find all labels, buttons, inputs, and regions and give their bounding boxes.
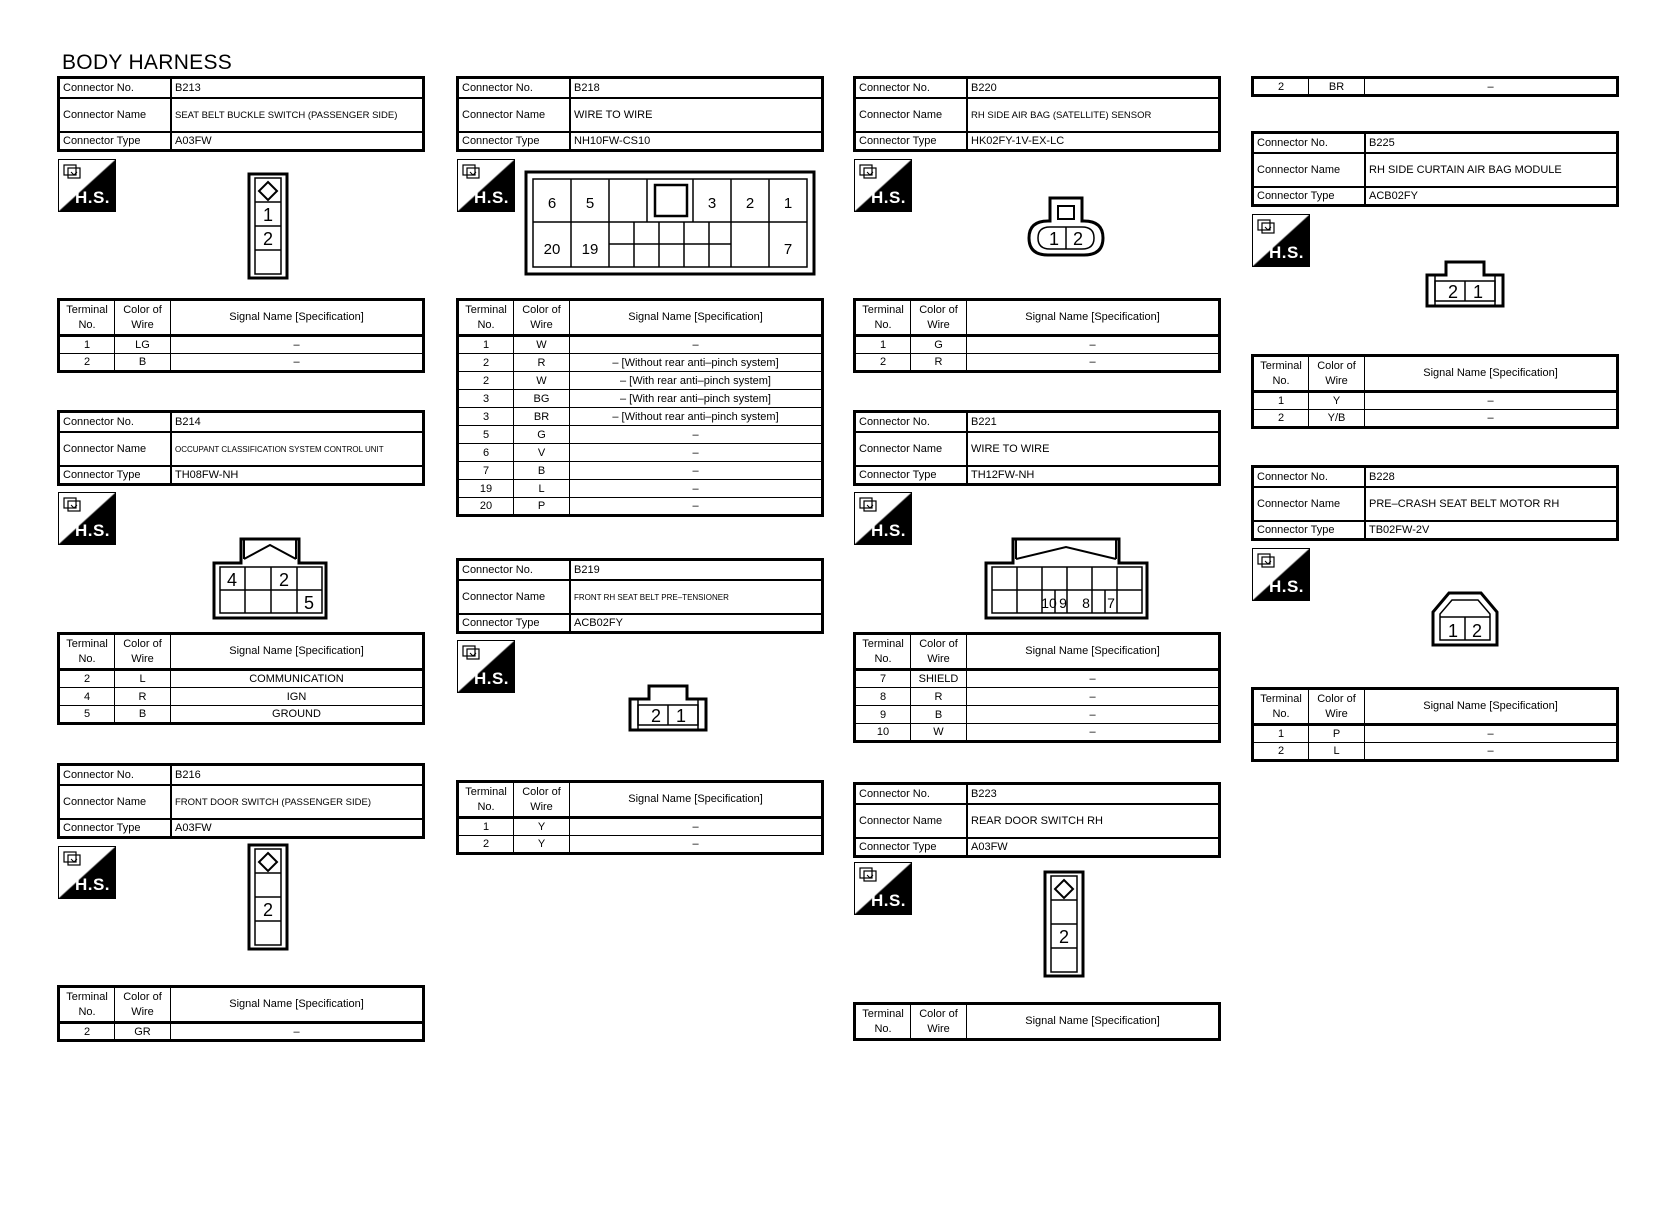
signal-header: Signal Name [Specification]: [967, 1004, 1220, 1040]
connector-no-label: Connector No.: [459, 79, 571, 97]
harness-side-icon: [457, 640, 515, 693]
terminal-header: Terminal No.: [1253, 356, 1309, 392]
terminal-header: Terminal No.: [855, 1004, 911, 1040]
table-row: [59, 354, 424, 372]
pin-label: 2: [262, 900, 274, 920]
connector-no-label: Connector No.: [60, 79, 172, 97]
table-row: [458, 390, 823, 408]
hs-label: H.S.: [870, 891, 906, 910]
signal-cell: IGN: [171, 688, 424, 706]
terminal-cell: 2: [458, 372, 514, 390]
connector-face-b213: [247, 172, 291, 282]
terminal-table-b218: [456, 298, 824, 517]
color-cell: R: [911, 688, 967, 706]
connector-name-label: Connector Name: [60, 99, 172, 131]
connector-b220: [853, 76, 1221, 152]
terminal-cell: 1: [458, 818, 514, 836]
pin-label: 1: [675, 706, 687, 726]
hs-label: H.S.: [74, 875, 110, 894]
table-row: [855, 336, 1220, 354]
connector-face-b220: [1026, 195, 1106, 257]
pin-label: 4: [226, 570, 238, 590]
hs-label: H.S.: [473, 669, 509, 688]
terminal-cell: 2: [1253, 78, 1309, 96]
connector-type-label: Connector Type: [856, 839, 968, 855]
color-cell: B: [514, 462, 570, 480]
pin-label: 20: [543, 241, 561, 258]
signal-cell: –: [570, 836, 823, 854]
connector-name-value: PRE–CRASH SEAT BELT MOTOR RH: [1369, 498, 1560, 510]
table-row: [59, 670, 424, 688]
color-header: Color of Wire: [1309, 689, 1365, 725]
pin-label: 5: [303, 593, 315, 613]
terminal-cell: 2: [1253, 410, 1309, 428]
terminal-cell: 1: [458, 336, 514, 354]
connector-name-value: RH SIDE AIR BAG (SATELLITE) SENSOR: [971, 109, 1152, 121]
connector-type-label: Connector Type: [1254, 522, 1366, 538]
connector-type-value: A03FW: [175, 822, 212, 834]
signal-cell: –: [1365, 410, 1618, 428]
signal-header: Signal Name [Specification]: [1365, 689, 1618, 725]
table-row: [855, 670, 1220, 688]
connector-face-b221: [983, 535, 1151, 621]
table-row: [855, 706, 1220, 724]
hs-label: H.S.: [74, 188, 110, 207]
connector-no-label: Connector No.: [459, 561, 571, 579]
connector-name-value: OCCUPANT CLASSIFICATION SYSTEM CONTROL UNIT: [175, 444, 384, 454]
connector-face-b218: [524, 170, 818, 276]
table-row: [855, 354, 1220, 372]
harness-side-icon: [457, 159, 515, 212]
color-header: Color of Wire: [514, 300, 570, 336]
connector-type-value: NH10FW-CS10: [574, 135, 651, 147]
connector-b221: [853, 410, 1221, 486]
terminal-cell: 3: [458, 390, 514, 408]
table-row: [59, 706, 424, 724]
color-header: Color of Wire: [115, 300, 171, 336]
pin-label: 2: [1471, 621, 1483, 641]
connector-no-value: B220: [971, 82, 997, 94]
color-cell: W: [514, 372, 570, 390]
table-row: [458, 818, 823, 836]
terminal-table-b228: [1251, 687, 1619, 762]
color-cell: P: [1309, 725, 1365, 743]
table-row: [855, 688, 1220, 706]
color-cell: P: [514, 498, 570, 516]
terminal-table-b213: [57, 298, 425, 373]
pin-label: 5: [585, 195, 595, 212]
table-row: [1253, 392, 1618, 410]
pin-label: 10: [1041, 595, 1057, 611]
color-cell: BG: [514, 390, 570, 408]
connector-no-value: B228: [1369, 471, 1395, 483]
pin-label: 2: [1447, 282, 1459, 302]
page-title: BODY HARNESS: [62, 51, 233, 74]
signal-cell: –: [570, 480, 823, 498]
signal-cell: – [With rear anti–pinch system]: [570, 390, 823, 408]
terminal-cell: 2: [59, 1023, 115, 1041]
pin-label: 1: [262, 205, 274, 225]
signal-header: Signal Name [Specification]: [1365, 356, 1618, 392]
signal-cell: –: [570, 498, 823, 516]
connector-b216: [57, 763, 425, 839]
color-cell: GR: [115, 1023, 171, 1041]
signal-cell: –: [1365, 743, 1618, 761]
harness-side-icon: [58, 846, 116, 899]
color-header: Color of Wire: [1309, 356, 1365, 392]
hs-label: H.S.: [473, 188, 509, 207]
signal-header: Signal Name [Specification]: [967, 634, 1220, 670]
signal-header: Signal Name [Specification]: [171, 300, 424, 336]
signal-cell: – [With rear anti–pinch system]: [570, 372, 823, 390]
terminal-header: Terminal No.: [458, 300, 514, 336]
terminal-header: Terminal No.: [855, 634, 911, 670]
signal-header: Signal Name [Specification]: [171, 987, 424, 1023]
terminal-cell: 8: [855, 688, 911, 706]
pin-label: 2: [745, 195, 755, 212]
connector-type-label: Connector Type: [1254, 188, 1366, 204]
connector-name-value: RH SIDE CURTAIN AIR BAG MODULE: [1369, 164, 1562, 176]
table-row: [59, 688, 424, 706]
color-cell: L: [115, 670, 171, 688]
pin-label: 2: [650, 706, 662, 726]
color-cell: Y/B: [1309, 410, 1365, 428]
color-cell: L: [1309, 743, 1365, 761]
terminal-cell: 5: [458, 426, 514, 444]
signal-cell: GROUND: [171, 706, 424, 724]
connector-face-b228: [1430, 590, 1500, 648]
connector-no-label: Connector No.: [1254, 468, 1366, 486]
table-row: [458, 426, 823, 444]
connector-name-value: FRONT RH SEAT BELT PRE–TENSIONER: [574, 592, 729, 602]
connector-name-value: WIRE TO WIRE: [971, 443, 1050, 455]
connector-name-label: Connector Name: [459, 581, 571, 613]
signal-cell: –: [967, 706, 1220, 724]
signal-cell: –: [570, 336, 823, 354]
color-header: Color of Wire: [911, 634, 967, 670]
signal-cell: –: [1365, 725, 1618, 743]
signal-cell: –: [570, 462, 823, 480]
pin-label: 1: [1472, 282, 1484, 302]
color-cell: B: [115, 706, 171, 724]
color-cell: G: [514, 426, 570, 444]
continued-table: [1251, 76, 1619, 97]
table-row: [59, 1023, 424, 1041]
terminal-cell: 1: [855, 336, 911, 354]
harness-side-icon: [1252, 214, 1310, 267]
color-cell: BR: [1309, 78, 1365, 96]
color-cell: Y: [514, 818, 570, 836]
connector-type-label: Connector Type: [60, 467, 172, 483]
connector-type-label: Connector Type: [856, 133, 968, 149]
connector-no-value: B216: [175, 769, 201, 781]
table-row: [1253, 78, 1618, 96]
signal-cell: –: [570, 444, 823, 462]
terminal-cell: 1: [1253, 725, 1309, 743]
hs-label: H.S.: [870, 521, 906, 540]
connector-name-label: Connector Name: [1254, 488, 1366, 520]
color-header: Color of Wire: [115, 634, 171, 670]
color-cell: Y: [514, 836, 570, 854]
connector-no-value: B221: [971, 416, 997, 428]
terminal-table-b221: [853, 632, 1221, 743]
terminal-cell: 6: [458, 444, 514, 462]
connector-no-label: Connector No.: [60, 766, 172, 784]
color-cell: SHIELD: [911, 670, 967, 688]
connector-name-label: Connector Name: [459, 99, 571, 131]
color-cell: R: [115, 688, 171, 706]
color-header: Color of Wire: [115, 987, 171, 1023]
connector-face-b214: [211, 535, 331, 621]
connector-no-label: Connector No.: [856, 413, 968, 431]
signal-cell: –: [570, 426, 823, 444]
pin-label: 1: [1048, 229, 1060, 249]
color-cell: LG: [115, 336, 171, 354]
color-header: Color of Wire: [514, 782, 570, 818]
terminal-header: Terminal No.: [1253, 689, 1309, 725]
connector-type-value: TH08FW-NH: [175, 469, 239, 481]
pin-label: 1: [783, 195, 793, 212]
table-row: [855, 724, 1220, 742]
harness-side-icon: [854, 159, 912, 212]
hs-label: H.S.: [1268, 243, 1304, 262]
color-cell: R: [911, 354, 967, 372]
terminal-table-b214: [57, 632, 425, 725]
terminal-table-b216: [57, 985, 425, 1042]
table-row: [458, 336, 823, 354]
connector-name-label: Connector Name: [60, 433, 172, 465]
table-row: [1253, 725, 1618, 743]
harness-side-icon: [854, 492, 912, 545]
connector-no-value: B214: [175, 416, 201, 428]
connector-type-value: A03FW: [175, 135, 212, 147]
pin-label: 9: [1059, 595, 1067, 611]
connector-no-label: Connector No.: [1254, 134, 1366, 152]
harness-side-icon: [58, 159, 116, 212]
hs-label: H.S.: [870, 188, 906, 207]
connector-b225: [1251, 131, 1619, 207]
color-cell: R: [514, 354, 570, 372]
signal-cell: COMMUNICATION: [171, 670, 424, 688]
signal-cell: –: [570, 818, 823, 836]
signal-header: Signal Name [Specification]: [967, 300, 1220, 336]
table-row: [458, 444, 823, 462]
terminal-table-b219: [456, 780, 824, 855]
terminal-cell: 7: [458, 462, 514, 480]
connector-b219: [456, 558, 824, 634]
table-row: [59, 336, 424, 354]
hs-label: H.S.: [74, 521, 110, 540]
connector-face-b223: [1043, 870, 1087, 980]
terminal-cell: 1: [59, 336, 115, 354]
connector-name-label: Connector Name: [856, 433, 968, 465]
terminal-cell: 1: [1253, 392, 1309, 410]
color-cell: Y: [1309, 392, 1365, 410]
connector-b223: [853, 782, 1221, 858]
terminal-cell: 4: [59, 688, 115, 706]
color-cell: L: [514, 480, 570, 498]
terminal-cell: 2: [59, 354, 115, 372]
connector-no-label: Connector No.: [60, 413, 172, 431]
connector-face-b219: [627, 683, 709, 733]
pin-label: 1: [1447, 621, 1459, 641]
connector-b214: [57, 410, 425, 486]
connector-no-label: Connector No.: [856, 785, 968, 803]
color-cell: W: [911, 724, 967, 742]
connector-face-b216: [247, 843, 291, 953]
connector-b213: [57, 76, 425, 152]
pin-label: 7: [783, 241, 793, 258]
color-cell: G: [911, 336, 967, 354]
terminal-header: Terminal No.: [855, 300, 911, 336]
connector-type-value: ACB02FY: [1369, 190, 1418, 202]
signal-header: Signal Name [Specification]: [570, 300, 823, 336]
hs-label: H.S.: [1268, 577, 1304, 596]
pin-label: 8: [1082, 595, 1090, 611]
color-cell: V: [514, 444, 570, 462]
table-row: [458, 462, 823, 480]
connector-type-label: Connector Type: [459, 133, 571, 149]
color-header: Color of Wire: [911, 300, 967, 336]
signal-cell: –: [967, 354, 1220, 372]
signal-cell: –: [171, 336, 424, 354]
signal-cell: – [Without rear anti–pinch system]: [570, 408, 823, 426]
pin-label: 19: [581, 241, 599, 258]
terminal-cell: 10: [855, 724, 911, 742]
connector-type-label: Connector Type: [60, 133, 172, 149]
connector-type-label: Connector Type: [856, 467, 968, 483]
connector-name-label: Connector Name: [1254, 154, 1366, 186]
color-header: Color of Wire: [911, 1004, 967, 1040]
terminal-cell: 7: [855, 670, 911, 688]
connector-type-value: TH12FW-NH: [971, 469, 1035, 481]
pin-label: 7: [1107, 595, 1115, 611]
table-row: [458, 408, 823, 426]
connector-no-value: B218: [574, 82, 600, 94]
connector-type-label: Connector Type: [459, 615, 571, 631]
connector-b228: [1251, 465, 1619, 541]
signal-header: Signal Name [Specification]: [171, 634, 424, 670]
terminal-cell: 2: [855, 354, 911, 372]
table-row: [458, 498, 823, 516]
terminal-cell: 2: [458, 354, 514, 372]
connector-type-label: Connector Type: [60, 820, 172, 836]
table-row: [458, 836, 823, 854]
connector-name-label: Connector Name: [856, 99, 968, 131]
terminal-cell: 5: [59, 706, 115, 724]
color-cell: BR: [514, 408, 570, 426]
table-row: [458, 480, 823, 498]
connector-name-value: WIRE TO WIRE: [574, 109, 653, 121]
terminal-header: Terminal No.: [458, 782, 514, 818]
terminal-cell: 9: [855, 706, 911, 724]
pin-label: 2: [262, 229, 274, 249]
connector-header: [57, 76, 425, 152]
signal-cell: –: [1365, 78, 1618, 96]
connector-no-value: B225: [1369, 137, 1395, 149]
signal-header: Signal Name [Specification]: [570, 782, 823, 818]
signal-cell: –: [967, 670, 1220, 688]
connector-no-value: B213: [175, 82, 201, 94]
signal-cell: –: [967, 336, 1220, 354]
connector-type-value: TB02FW-2V: [1369, 524, 1430, 536]
pin-label: 6: [547, 195, 557, 212]
pin-label: 2: [1072, 229, 1084, 249]
signal-cell: –: [171, 354, 424, 372]
table-row: [458, 372, 823, 390]
table-row: [458, 354, 823, 372]
terminal-cell: 2: [458, 836, 514, 854]
connector-type-value: A03FW: [971, 841, 1008, 853]
signal-cell: –: [967, 724, 1220, 742]
pin-label: 2: [1058, 927, 1070, 947]
connector-name-label: Connector Name: [856, 805, 968, 837]
terminal-header: Terminal No.: [59, 300, 115, 336]
signal-cell: – [Without rear anti–pinch system]: [570, 354, 823, 372]
connector-no-value: B219: [574, 564, 600, 576]
pin-label: 3: [707, 195, 717, 212]
color-cell: B: [115, 354, 171, 372]
connector-b218: [456, 76, 824, 152]
connector-no-value: B223: [971, 788, 997, 800]
signal-cell: –: [1365, 392, 1618, 410]
connector-name-value: FRONT DOOR SWITCH (PASSENGER SIDE): [175, 796, 371, 808]
pin-label: 2: [278, 570, 290, 590]
harness-side-icon: [1252, 548, 1310, 601]
harness-side-icon: [58, 492, 116, 545]
connector-type-value: ACB02FY: [574, 617, 623, 629]
connector-name-value: REAR DOOR SWITCH RH: [971, 815, 1103, 827]
terminal-cell: 3: [458, 408, 514, 426]
color-cell: W: [514, 336, 570, 354]
terminal-table-b220: [853, 298, 1221, 373]
table-row: [1253, 743, 1618, 761]
terminal-header: Terminal No.: [59, 634, 115, 670]
terminal-table-b223: [853, 1002, 1221, 1041]
connector-name-value: SEAT BELT BUCKLE SWITCH (PASSENGER SIDE): [175, 109, 398, 121]
signal-cell: –: [967, 688, 1220, 706]
connector-type-value: HK02FY-1V-EX-LC: [971, 135, 1065, 147]
harness-side-icon: [854, 862, 912, 915]
terminal-cell: 20: [458, 498, 514, 516]
connector-face-b225: [1424, 259, 1506, 309]
connector-name-label: Connector Name: [60, 786, 172, 818]
signal-cell: –: [171, 1023, 424, 1041]
terminal-cell: 2: [59, 670, 115, 688]
color-cell: B: [911, 706, 967, 724]
terminal-table-b225: [1251, 354, 1619, 429]
terminal-cell: 19: [458, 480, 514, 498]
terminal-cell: 2: [1253, 743, 1309, 761]
terminal-header: Terminal No.: [59, 987, 115, 1023]
table-row: [1253, 410, 1618, 428]
connector-no-label: Connector No.: [856, 79, 968, 97]
